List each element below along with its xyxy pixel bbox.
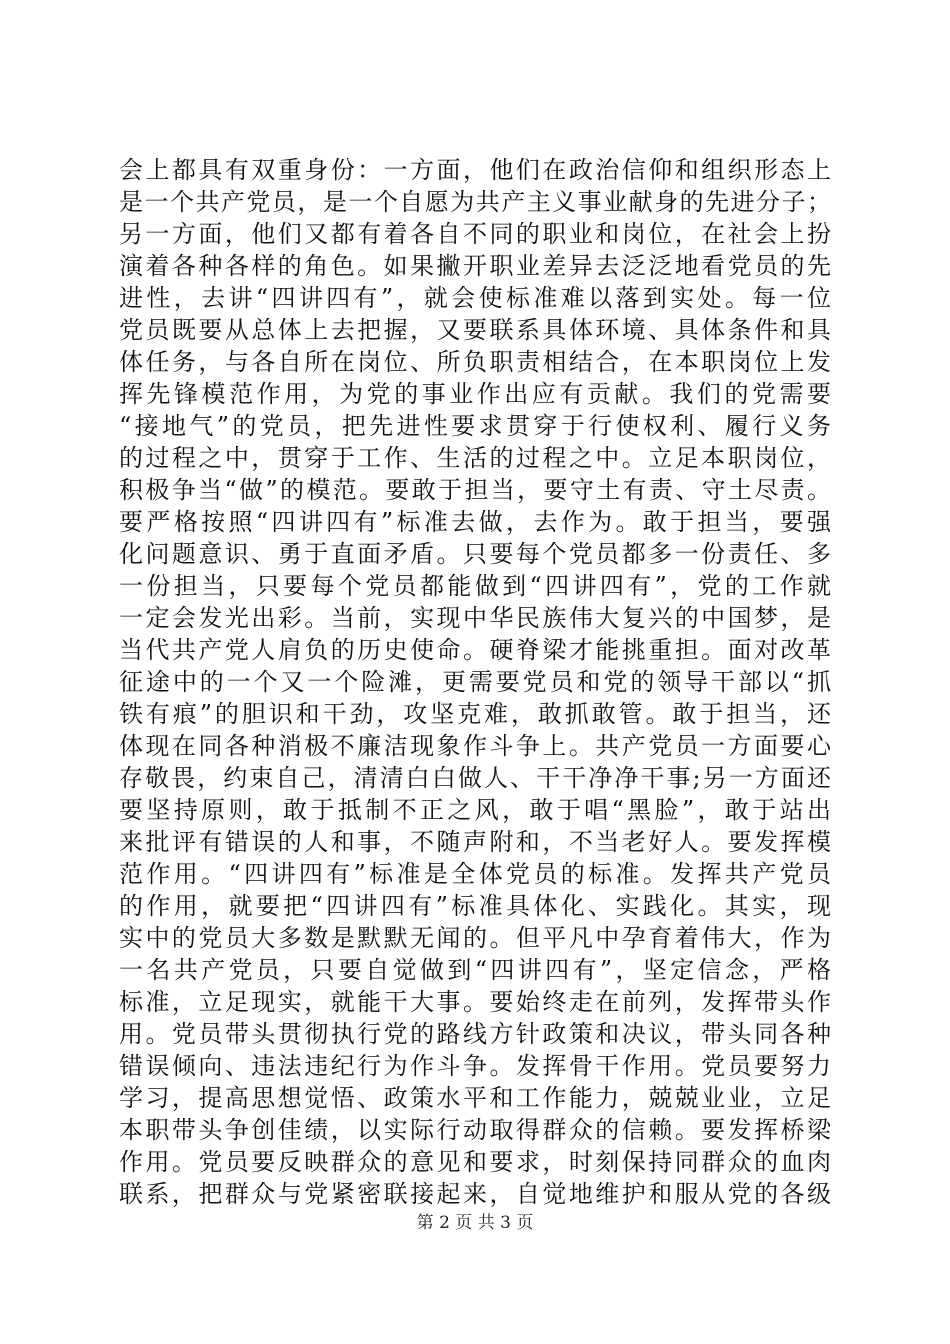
text-line: 用。党员带头贯彻执行党的路线方针政策和决议，带头同各种 xyxy=(119,1020,831,1048)
text-line: 当代共产党人肩负的历史使命。硬脊梁才能挑重担。面对改革 xyxy=(119,636,831,664)
text-line: 党员既要从总体上去把握，又要联系具体环境、具体条件和具 xyxy=(119,316,831,344)
text-line: 作用。党员要反映群众的意见和要求，时刻保持同群众的血肉 xyxy=(119,1148,831,1176)
text-line: 要坚持原则，敢于抵制不正之风，敢于唱“黑脸”，敢于站出 xyxy=(119,796,831,824)
text-line: 演着各种各样的角色。如果撇开职业差异去泛泛地看党员的先 xyxy=(119,252,831,280)
text-line: 标准，立足现实，就能干大事。要始终走在前列，发挥带头作 xyxy=(119,988,831,1016)
text-line: 会上都具有双重身份：一方面，他们在政治信仰和组织形态上 xyxy=(119,156,831,184)
text-line: 的作用，就要把“四讲四有”标准具体化、实践化。其实，现 xyxy=(119,892,831,920)
text-line: 存敬畏，约束自己，清清白白做人、干干净净干事;另一方面还 xyxy=(119,764,831,792)
text-line: 联系，把群众与党紧密联接起来，自觉地维护和服从党的各级 xyxy=(119,1180,831,1208)
text-line: 一定会发光出彩。当前，实现中华民族伟大复兴的中国梦，是 xyxy=(119,604,831,632)
text-line: 范作用。“四讲四有”标准是全体党员的标准。发挥共产党员 xyxy=(119,860,831,888)
text-line: 实中的党员大多数是默默无闻的。但平凡中孕育着伟大，作为 xyxy=(119,924,831,952)
text-line: 体现在同各种消极不廉洁现象作斗争上。共产党员一方面要心 xyxy=(119,732,831,760)
text-line: 化问题意识、勇于直面矛盾。只要每个党员都多一份责任、多 xyxy=(119,540,831,568)
text-line: 体任务，与各自所在岗位、所负职责相结合，在本职岗位上发 xyxy=(119,348,831,376)
text-line: 一名共产党员，只要自觉做到“四讲四有”，坚定信念，严格 xyxy=(119,956,831,984)
text-line: 是一个共产党员，是一个自愿为共产主义事业献身的先进分子； xyxy=(119,188,831,216)
text-line: 另一方面，他们又都有着各自不同的职业和岗位，在社会上扮 xyxy=(119,220,831,248)
page-footer: 第 2 页 共 3 页 xyxy=(416,1213,534,1233)
text-line: 本职带头争创佳绩，以实际行动取得群众的信赖。要发挥桥梁 xyxy=(119,1116,831,1144)
text-line: 铁有痕”的胆识和干劲，攻坚克难，敢抓敢管。敢于担当，还 xyxy=(119,700,831,728)
text-line: 挥先锋模范作用，为党的事业作出应有贡献。我们的党需要 xyxy=(119,380,831,408)
text-line: 征途中的一个又一个险滩，更需要党员和党的领导干部以“抓 xyxy=(119,668,831,696)
text-line: 积极争当“做”的模范。要敢于担当，要守土有责、守土尽责。 xyxy=(119,476,831,504)
text-line: 的过程之中，贯穿于工作、生活的过程之中。立足本职岗位， xyxy=(119,444,831,472)
text-line: 来批评有错误的人和事，不随声附和，不当老好人。要发挥模 xyxy=(119,828,831,856)
text-line: “接地气”的党员，把先进性要求贯穿于行使权利、履行义务 xyxy=(119,412,831,440)
text-line: 一份担当，只要每个党员都能做到“四讲四有”，党的工作就 xyxy=(119,572,831,600)
body-text xyxy=(119,154,831,1210)
text-line: 错误倾向、违法违纪行为作斗争。发挥骨干作用。党员要努力 xyxy=(119,1052,831,1080)
text-line: 进性，去讲“四讲四有”，就会使标准难以落到实处。每一位 xyxy=(119,284,831,312)
text-line: 学习，提高思想觉悟、政策水平和工作能力，兢兢业业，立足 xyxy=(119,1084,831,1112)
text-line: 要严格按照“四讲四有”标准去做，去作为。敢于担当，要强 xyxy=(119,508,831,536)
